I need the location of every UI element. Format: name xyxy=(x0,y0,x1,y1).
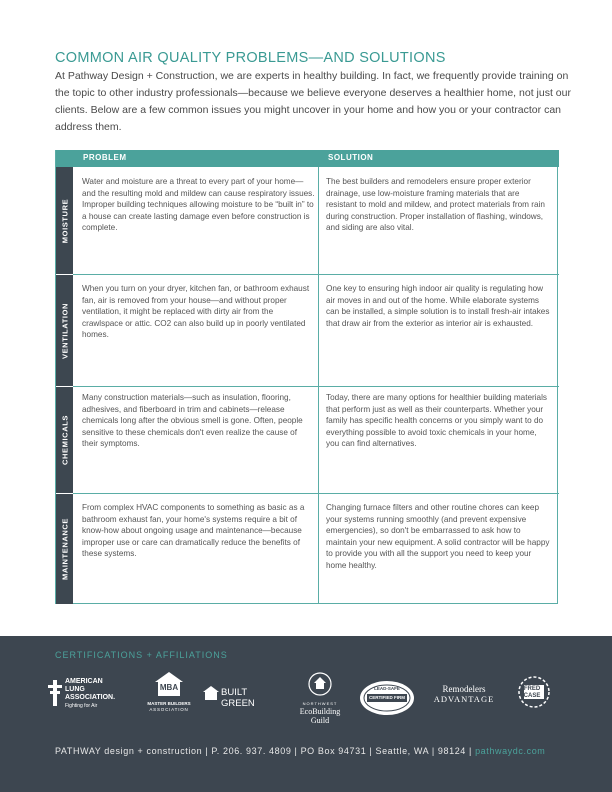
affiliation-logos xyxy=(48,672,568,752)
master-builders-logo: MBA MASTER BUILDERS ASSOCIATION xyxy=(144,672,194,722)
built-green-house-icon xyxy=(203,686,219,700)
address-text: PATHWAY design + construction | P. 206. 937. 4809 | PO Box 94731 | Seattle, WA | 98124 | xyxy=(55,746,472,756)
remodelers-advantage-logo: Remodelers ADVANTAGE xyxy=(433,684,495,704)
american-lung-association-logo: AMERICAN LUNG ASSOCIATION. Fighting for Air xyxy=(48,678,118,718)
row-divider xyxy=(73,493,559,494)
table-header xyxy=(56,150,559,167)
website-link[interactable]: pathwaydc.com xyxy=(475,746,546,756)
row-divider xyxy=(73,386,559,387)
problems-solutions-table xyxy=(55,150,558,604)
intro-paragraph: At Pathway Design + Construction, we are experts in healthy building. In fact, we frequently provide training on the topic to other industry professionals—because we believe everyone deserves a healthier home, not just our clients. Below are a few common issues you might uncover in your home and how you or your contractor can address them. xyxy=(55,70,571,133)
ventilation-problem: When you turn on your dryer, kitchen fan, or bathroom exhaust fan, air is removed from your house—and without proper ventilation, it might be replaced with dirty air from the crawlspace or attic. CO2 can also build up in poorly ventilated homes. xyxy=(82,284,310,340)
moisture-problem: Water and moisture are a threat to every part of your home—and the resulting mold and mildew can cause respiratory issues. Improper building techniques allowing moisture to be “built in” to a house can create lasting damage even before construction is complete. xyxy=(82,177,315,233)
ecobuilding-guild-logo: NORTHWEST EcoBuilding Guild xyxy=(292,672,348,732)
chemicals-solution: Today, there are many options for healthier building materials that perform just as well as their counterparts. Whether your family has specific health concerns or you simply want to do everything possible to avoid toxic chemicals in your home, you can find alternatives. xyxy=(326,393,548,449)
built-green-logo: BUILT GREEN xyxy=(203,686,283,706)
lung-cross-icon xyxy=(48,680,62,706)
row-label-chemicals: CHEMICALS xyxy=(56,387,73,493)
row-label-maintenance: MAINTENANCE xyxy=(56,494,73,604)
fred-case-logo: FRED CASE xyxy=(516,676,552,716)
contact-address xyxy=(55,746,545,756)
row-label-ventilation: VENTILATION xyxy=(56,275,73,386)
moisture-solution: The best builders and remodelers ensure proper exterior drainage, use low-moisture framing materials that are resistant to mold and mildew, and protect materials from rain during construction. Proper installation of flashing, windows, and siding are also vital. xyxy=(326,177,545,233)
ventilation-solution: One key to ensuring high indoor air quality is regulating how air moves in and out of the home. While elaborate systems can be installed, a simple solution is to install fresh-air intakes that draw air from the exterior as interior air is exhausted. xyxy=(326,284,550,328)
certifications-heading: CERTIFICATIONS + AFFILIATIONS xyxy=(55,650,228,660)
chemicals-problem: Many construction materials—such as insulation, flooring, adhesives, and fiberboard in trim and cabinets—release chemicals long after the obvious smell is gone. Often, people sensitive to these chemicals don't even realize the cause of their symptoms. xyxy=(82,393,303,449)
row-divider xyxy=(73,274,559,275)
lead-safe-logo: LEAD-SAFE CERTIFIED FIRM xyxy=(359,680,415,716)
row-label-moisture: MOISTURE xyxy=(56,167,73,274)
page-title: COMMON AIR QUALITY PROBLEMS—AND SOLUTIONS xyxy=(55,49,446,66)
problem-column-header: PROBLEM xyxy=(83,153,127,162)
ecobuilding-emblem-icon xyxy=(308,672,332,696)
solution-column-header: SOLUTION xyxy=(328,153,374,162)
maintenance-solution: Changing furnace filters and other routine chores can keep your systems running smoothly (and prevent expensive emergencies), so don't be embarrassed to ask how to maintain your new equipment. A solid contractor will be happy to provide you with all the support you need to keep your home healthy. xyxy=(326,503,550,570)
maintenance-problem: From complex HVAC components to something as basic as a bathroom exhaust fan, your home's systems require a bit of know-how about ongoing usage and maintenance—because improper use or care can dramatically reduce the benefits of these systems. xyxy=(82,503,305,559)
footer xyxy=(0,636,612,792)
